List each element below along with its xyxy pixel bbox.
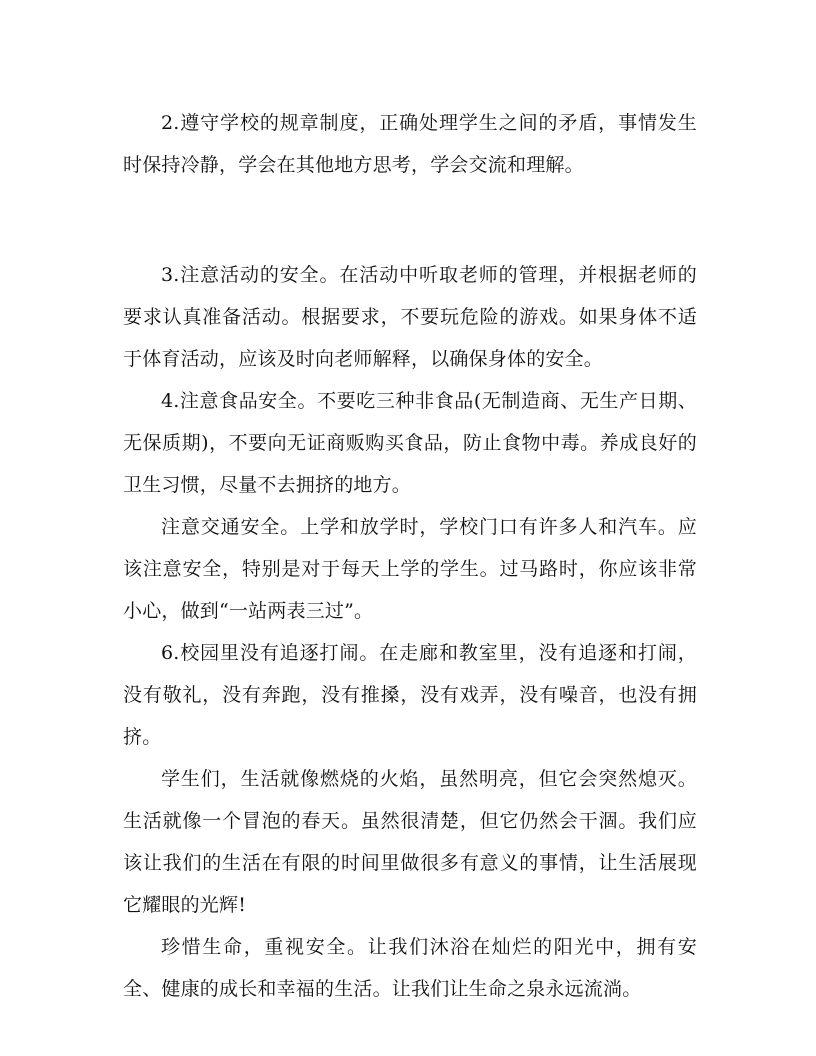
- paragraph-4: 4.注意食品安全。不要吃三种非食品(无制造商、无生产日期、无保质期)，不要向无证商贩购买食品，防止食物中毒。养成良好的卫生习惯，尽量不去拥挤的地方。: [123, 390, 697, 496]
- paragraph-life: 学生们，生活就像燃烧的火焰，虽然明亮，但它会突然熄灭。生活就像一个冒泡的春天。虽然很清楚，但它仍然会干涸。我们应该让我们的生活在有限的时间里做很多有意义的事情，让生活展现它耀眼的光辉!: [123, 768, 697, 916]
- paragraph-traffic: 注意交通安全。上学和放学时，学校门口有许多人和汽车。应该注意安全，特别是对于每天上学的学生。过马路时，你应该非常小心，做到“一站两表三过”。: [123, 516, 697, 622]
- paragraph-3: 3.注意活动的安全。在活动中听取老师的管理，并根据老师的要求认真准备活动。根据要求，不要玩危险的游戏。如果身体不适于体育活动，应该及时向老师解释，以确保身体的安全。: [123, 264, 697, 370]
- paragraph-6: 6.校园里没有追逐打闹。在走廊和教室里，没有追逐和打闹，没有敬礼，没有奔跑，没有推搡，没有戏弄，没有噪音，也没有拥挤。: [123, 642, 697, 748]
- paragraph-2: 2.遵守学校的规章制度，正确处理学生之间的矛盾，事情发生时保持冷静，学会在其他地方思考，学会交流和理解。: [123, 112, 697, 176]
- paragraph-gap: [123, 186, 697, 254]
- document-body: [123, 102, 697, 1010]
- paragraph-conclusion: 珍惜生命，重视安全。让我们沐浴在灿烂的阳光中，拥有安全、健康的成长和幸福的生活。让我们让生命之泉永远流淌。: [123, 936, 697, 1000]
